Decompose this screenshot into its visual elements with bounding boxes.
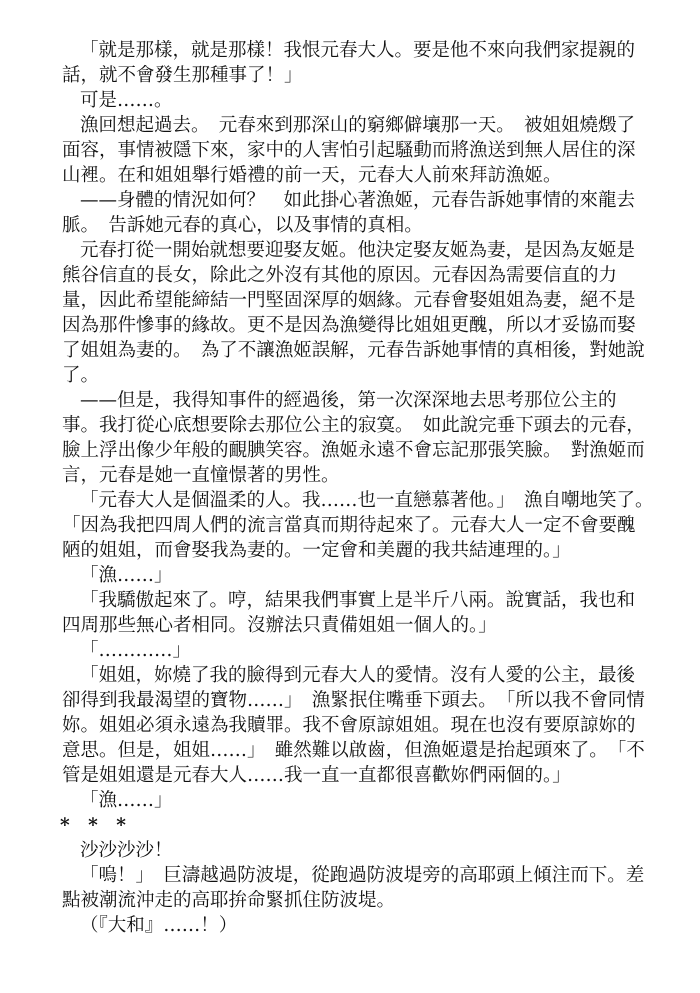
paragraph-6: ——但是，我得知事件的經過後，第一次深深地去思考那位公主的事。我打從心底想要除去那位公主的寂寞。 如此說完垂下頭去的元春，臉上浮出像少年般的靦腆笑容。漁姬永遠不會忘記那張笑臉。 對漁姬而言，元春是她一直憧憬著的男性。	[62, 390, 645, 486]
paragraph-4: ——身體的情況如何？ 如此掛心著漁姬，元春告訴她事情的來龍去脈。 告訴她元春的真心，以及事情的真相。	[62, 190, 636, 236]
paragraph-7: 「元春大人是個溫柔的人。我……也一直戀慕著他。」 漁自嘲地笑了。 「因為我把四周人們的流言當真而期待起來了。元春大人一定不會要醜陋的姐姐，而會娶我為妻的。一定會和美麗的我共結連理的。」	[62, 490, 663, 561]
paragraph-14: 「嗚！」 巨濤越過防波堤，從跑過防波堤旁的高耶頭上傾注而下。差點被潮流沖走的高耶拚命緊抓住防波堤。	[62, 865, 645, 911]
paragraph-3: 漁回想起過去。 元春來到那深山的窮鄉僻壤那一天。 被姐姐燒燬了面容，事情被隱下來，家中的人害怕引起騷動而將漁送到無人居住的深山裡。在和姐姐舉行婚禮的前一天，元春大人前來拜訪漁姬。	[62, 115, 636, 186]
paragraph-11: 「姐姐，妳燒了我的臉得到元春大人的愛情。沒有人愛的公主，最後卻得到我最渴望的寶物……」 漁緊抿住嘴垂下頭去。 「所以我不會同情妳。姐姐必須永遠為我贖罪。我不會原諒姐姐。現在也沒有要原諒妳的意思。但是，姐姐……」 雖然難以啟齒，但漁姬還是抬起頭來了。 「不管是姐姐還是元春大人……我一直一直都很喜歡妳們兩個的。」	[62, 665, 645, 786]
paragraph-5: 元春打從一開始就想要迎娶友姬。他決定娶友姬為妻，是因為友姬是熊谷信直的長女，除此之外沒有其他的原因。元春因為需要信直的力量，因此希望能締結一門堅固深厚的姻緣。元春會娶姐姐為妻，絕不是因為那件慘事的緣故。更不是因為漁變得比姐姐更醜，所以才妥協而娶了姐姐為妻的。 為了不讓漁姬誤解，元春告訴她事情的真相後，對她說了。	[62, 240, 645, 386]
document-page	[60, 38, 663, 938]
paragraph-2: 可是……。	[80, 90, 173, 111]
paragraph-12: 「漁……」	[80, 790, 173, 811]
paragraph-10: 「…………」	[80, 640, 192, 661]
scene-separator: * * *	[60, 815, 132, 836]
paragraph-13: 沙沙沙沙！	[80, 840, 173, 861]
paragraph-9: 「我驕傲起來了。哼，結果我們事實上是半斤八兩。說實話，我也和四周那些無心者相同。沒辦法只責備姐姐一個人的。」	[62, 590, 636, 636]
paragraph-1: 「就是那樣，就是那樣！我恨元春大人。要是他不來向我們家提親的話，就不會發生那種事了！」	[62, 40, 636, 86]
paragraph-15: （『大和』……！）	[80, 915, 238, 936]
paragraph-8: 「漁……」	[80, 565, 173, 586]
